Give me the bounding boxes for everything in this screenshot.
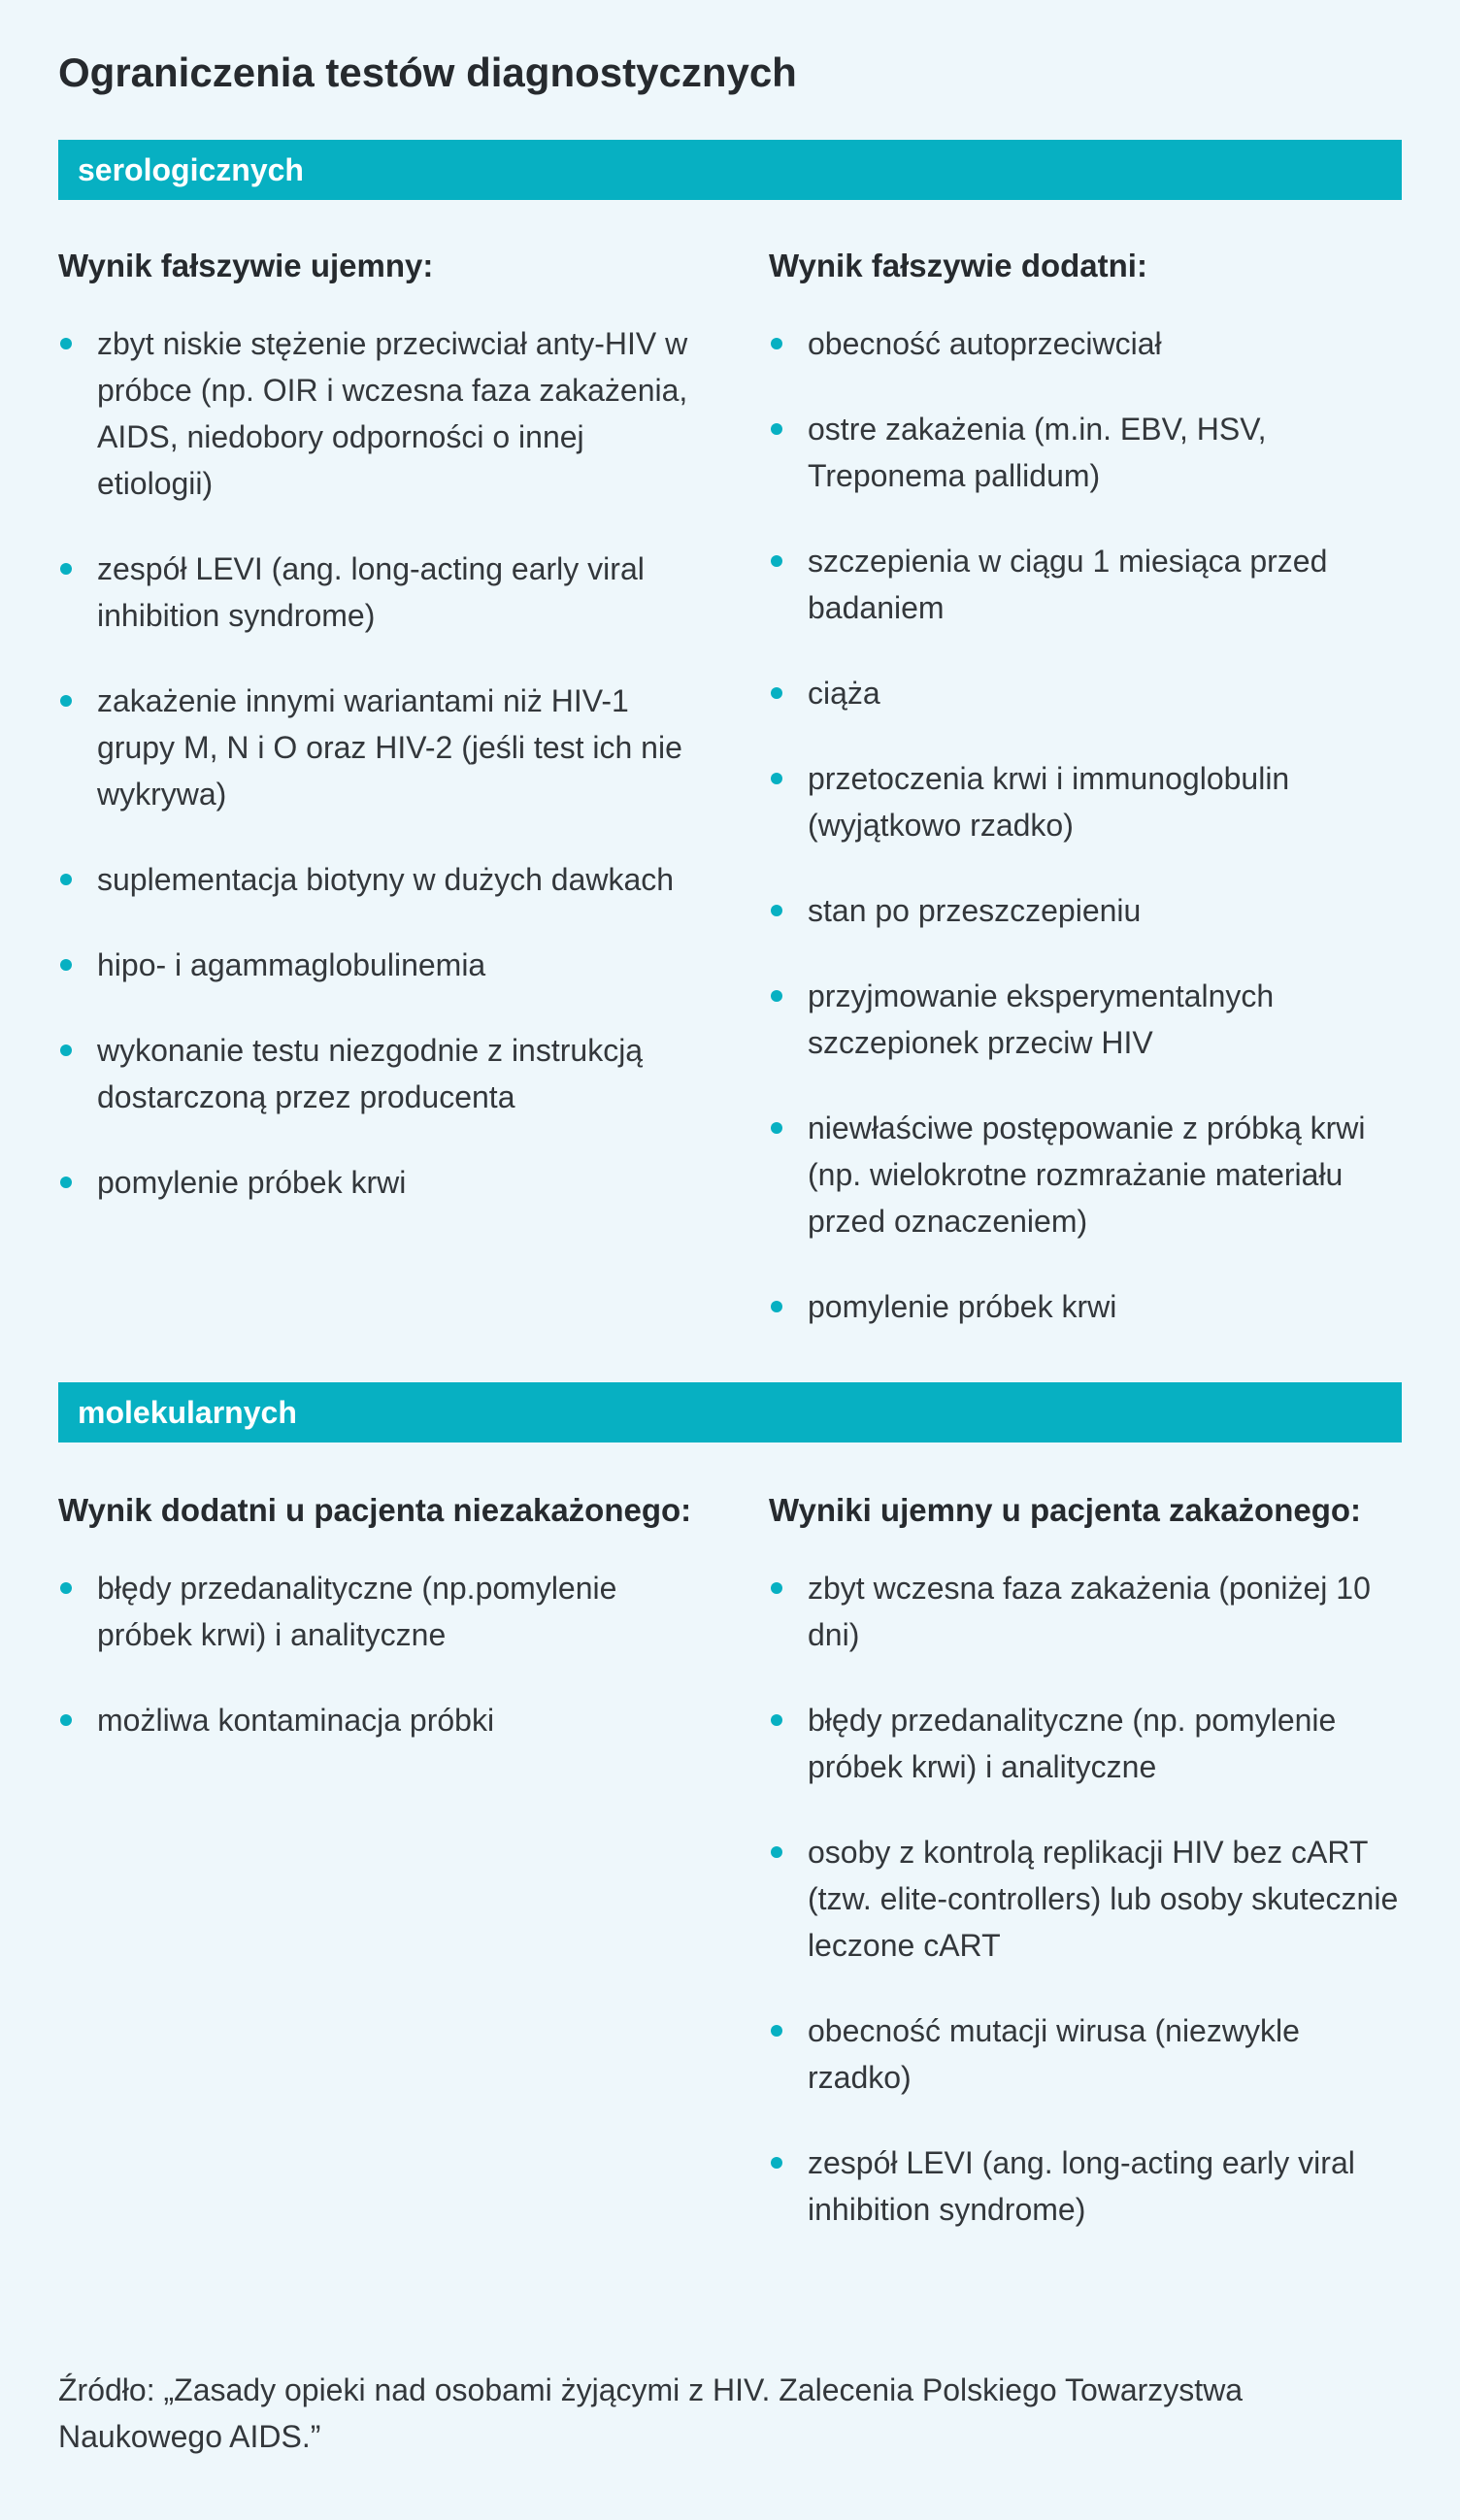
list-item-text: wykonanie testu niezgodnie z instrukcją dostarczoną przez producenta bbox=[97, 1033, 644, 1114]
bullet-icon bbox=[771, 555, 782, 567]
bullet-icon bbox=[60, 1044, 72, 1056]
list-item-text: możliwa kontaminacja próbki bbox=[97, 1703, 495, 1738]
list-item bbox=[769, 320, 1410, 367]
bullet-icon bbox=[60, 1714, 72, 1726]
bullet-icon bbox=[60, 1177, 72, 1188]
list-item bbox=[769, 406, 1410, 499]
molecular-positive-uninfected-column bbox=[58, 1487, 699, 1782]
list-item bbox=[769, 2007, 1410, 2101]
list-item-text: pomylenie próbek krwi bbox=[97, 1165, 407, 1200]
list-item bbox=[769, 1697, 1410, 1790]
list-item-text: niewłaściwe postępowanie z próbką krwi (np. wielokrotne rozmrażanie materiału przed oznaczeniem) bbox=[808, 1111, 1366, 1239]
column-heading: Wynik dodatni u pacjenta niezakażonego: bbox=[58, 1492, 692, 1528]
section-band-serological: serologicznych bbox=[58, 140, 1402, 200]
list-item bbox=[58, 546, 699, 639]
bullet-icon bbox=[771, 905, 782, 916]
list-item bbox=[58, 1697, 699, 1743]
list-item bbox=[769, 973, 1410, 1066]
bullet-icon bbox=[60, 695, 72, 707]
list-item bbox=[769, 755, 1410, 848]
bullet-icon bbox=[60, 959, 72, 971]
list-item bbox=[58, 1565, 699, 1658]
bullet-list bbox=[58, 320, 699, 1206]
list-item bbox=[58, 856, 699, 903]
list-item-text: zbyt wczesna faza zakażenia (poniżej 10 dni) bbox=[808, 1571, 1371, 1652]
serological-false-negative-column bbox=[58, 243, 699, 1244]
list-item bbox=[769, 1829, 1410, 1969]
bullet-icon bbox=[771, 773, 782, 784]
bullet-icon bbox=[60, 1582, 72, 1594]
list-item-text: szczepienia w ciągu 1 miesiąca przed badaniem bbox=[808, 544, 1328, 625]
column-heading: Wynik fałszywie dodatni: bbox=[769, 248, 1147, 283]
serological-false-positive-column bbox=[769, 243, 1410, 1369]
list-item-text: osoby z kontrolą replikacji HIV bez cART (tzw. elite-controllers) lub osoby skutecznie leczone cART bbox=[808, 1835, 1399, 1963]
list-item bbox=[769, 1283, 1410, 1330]
list-item bbox=[769, 538, 1410, 631]
bullet-icon bbox=[60, 338, 72, 349]
list-item bbox=[769, 670, 1410, 716]
bullet-icon bbox=[771, 2157, 782, 2169]
bullet-icon bbox=[771, 2025, 782, 2037]
list-item bbox=[769, 1565, 1410, 1658]
column-heading: Wyniki ujemny u pacjenta zakażonego: bbox=[769, 1492, 1362, 1528]
section-band-molecular: molekularnych bbox=[58, 1382, 1402, 1442]
list-item-text: zbyt niskie stężenie przeciwciał anty-HIV w próbce (np. OIR i wczesna faza zakażenia, AIDS, niedobory odporności o innej etiologii) bbox=[97, 326, 688, 501]
bullet-icon bbox=[771, 1122, 782, 1134]
bullet-icon bbox=[60, 563, 72, 575]
list-item bbox=[769, 2139, 1410, 2233]
list-item-text: ciąża bbox=[808, 676, 880, 711]
list-item-text: ostre zakażenia (m.in. EBV, HSV, Treponema pallidum) bbox=[808, 412, 1267, 493]
bullet-icon bbox=[771, 423, 782, 435]
list-item-text: zakażenie innymi wariantami niż HIV-1 grupy M, N i O oraz HIV-2 (jeśli test ich nie wykrywa) bbox=[97, 683, 682, 812]
list-item bbox=[58, 320, 699, 507]
bullet-icon bbox=[771, 1582, 782, 1594]
list-item-text: błędy przedanalityczne (np.pomylenie próbek krwi) i analityczne bbox=[97, 1571, 617, 1652]
list-item-text: hipo- i agammaglobulinemia bbox=[97, 947, 486, 982]
list-item-text: obecność autoprzeciwciał bbox=[808, 326, 1162, 361]
column-heading: Wynik fałszywie ujemny: bbox=[58, 248, 434, 283]
source-note: Źródło: „Zasady opieki nad osobami żyjącymi z HIV. Zalecenia Polskiego Towarzystwa Naukowego AIDS.” bbox=[58, 2372, 1244, 2454]
list-item-text: przyjmowanie eksperymentalnych szczepionek przeciw HIV bbox=[808, 978, 1275, 1060]
bullet-list bbox=[769, 320, 1410, 1330]
list-item bbox=[769, 887, 1410, 934]
list-item bbox=[58, 942, 699, 988]
list-item-text: zespół LEVI (ang. long-acting early viral inhibition syndrome) bbox=[97, 551, 645, 633]
list-item bbox=[58, 1027, 699, 1120]
bullet-list bbox=[58, 1565, 699, 1743]
page-title: Ograniczenia testów diagnostycznych bbox=[58, 50, 797, 95]
molecular-negative-infected-column bbox=[769, 1487, 1410, 2271]
list-item bbox=[58, 1159, 699, 1206]
list-item-text: suplementacja biotyny w dużych dawkach bbox=[97, 862, 675, 897]
bullet-icon bbox=[771, 687, 782, 699]
list-item-text: pomylenie próbek krwi bbox=[808, 1289, 1117, 1324]
list-item-text: błędy przedanalityczne (np. pomylenie próbek krwi) i analityczne bbox=[808, 1703, 1337, 1784]
bullet-icon bbox=[60, 874, 72, 885]
bullet-icon bbox=[771, 338, 782, 349]
bullet-icon bbox=[771, 1301, 782, 1312]
list-item-text: zespół LEVI (ang. long-acting early viral inhibition syndrome) bbox=[808, 2145, 1355, 2227]
list-item-text: obecność mutacji wirusa (niezwykle rzadko) bbox=[808, 2013, 1300, 2095]
list-item-text: przetoczenia krwi i immunoglobulin (wyjątkowo rzadko) bbox=[808, 761, 1290, 843]
list-item bbox=[769, 1105, 1410, 1244]
list-item bbox=[58, 678, 699, 817]
list-item-text: stan po przeszczepieniu bbox=[808, 893, 1142, 928]
bullet-icon bbox=[771, 990, 782, 1002]
bullet-list bbox=[769, 1565, 1410, 2233]
bullet-icon bbox=[771, 1846, 782, 1858]
bullet-icon bbox=[771, 1714, 782, 1726]
